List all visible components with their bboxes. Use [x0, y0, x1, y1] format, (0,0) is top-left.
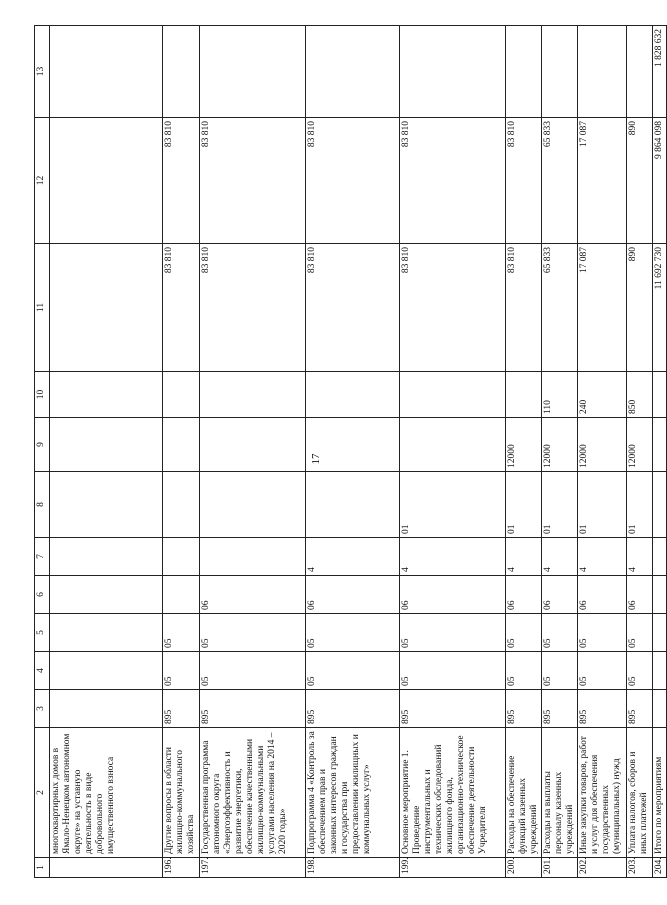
cell-col3: 895 — [627, 690, 653, 728]
cell-col12: 83 810 — [200, 118, 306, 244]
cell-col10: 850 — [627, 372, 653, 418]
cell-col12: 9 864 098 — [653, 118, 667, 244]
cell-col12: 83 810 — [506, 118, 542, 244]
header-cell-6: 6 — [35, 576, 50, 614]
cell-col5: 05 — [627, 614, 653, 652]
cell-col12: 890 — [627, 118, 653, 244]
cell-col4 — [50, 652, 163, 690]
header-cell-5: 5 — [35, 614, 50, 652]
cell-col6 — [653, 576, 667, 614]
cell-col5 — [50, 614, 163, 652]
table-row — [627, 26, 653, 878]
cell-col4: 05 — [306, 652, 400, 690]
row-number: 197. — [200, 858, 306, 878]
cell-col8: 01 — [400, 472, 506, 538]
header-cell-8: 8 — [35, 472, 50, 538]
cell-col10 — [653, 372, 667, 418]
cell-col3: 895 — [200, 690, 306, 728]
cell-col4: 05 — [578, 652, 627, 690]
cell-col7 — [200, 538, 306, 576]
cell-col11: 17 087 — [578, 244, 627, 372]
cell-col6: 06 — [306, 576, 400, 614]
cell-col13 — [627, 26, 653, 118]
cell-col8 — [163, 472, 200, 538]
cell-col3 — [50, 690, 163, 728]
row-name: Иные закупки товаров, работ и услуг для обеспечения государственных (муниципальных) нужд — [578, 728, 627, 858]
cell-col3: 895 — [163, 690, 200, 728]
cell-col6 — [163, 576, 200, 614]
row-name: Государственная программа автономного округа «Энергоэффективность и развитие энергетики, обеспечение качественными жилищно-коммунальными услугами населения на 2014 – 2020 годы» — [200, 728, 306, 858]
header-cell-2: 2 — [35, 728, 50, 858]
cell-col10 — [50, 372, 163, 418]
cell-col9 — [50, 418, 163, 472]
cell-col7: 4 — [306, 538, 400, 576]
header-cell-9: 9 — [35, 418, 50, 472]
cell-col9 — [653, 418, 667, 472]
cell-col11: 65 833 — [542, 244, 578, 372]
row-name: Расходы на обеспечение функций казенных учреждений — [506, 728, 542, 858]
cell-col11: 83 810 — [506, 244, 542, 372]
cell-col4: 05 — [506, 652, 542, 690]
cell-col4: 05 — [400, 652, 506, 690]
cell-col9 — [200, 418, 306, 472]
cell-col10 — [400, 372, 506, 418]
row-name: Основное мероприятие 1. Проведение инструментальных и технических обследований жилищного фонда, организационно-техническое обеспечение деятельности Учредителя — [400, 728, 506, 858]
cell-col5: 05 — [542, 614, 578, 652]
cell-col13 — [542, 26, 578, 118]
cell-col3 — [653, 690, 667, 728]
cell-col12: 83 810 — [400, 118, 506, 244]
cell-col6: 06 — [200, 576, 306, 614]
cell-col12: 17 087 — [578, 118, 627, 244]
cell-col10 — [200, 372, 306, 418]
cell-col6: 06 — [578, 576, 627, 614]
cell-col7 — [50, 538, 163, 576]
cell-col11: 11 692 730 — [653, 244, 667, 372]
cell-col3: 895 — [506, 690, 542, 728]
cell-col7: 4 — [400, 538, 506, 576]
cell-col5: 05 — [306, 614, 400, 652]
row-name: Уплата налогов, сборов и иных платежей — [627, 728, 653, 858]
cell-col5: 05 — [200, 614, 306, 652]
cell-col11: 83 810 — [400, 244, 506, 372]
cell-col8: 01 — [506, 472, 542, 538]
cell-col12 — [50, 118, 163, 244]
row-number: 196. — [163, 858, 200, 878]
header-cell-4: 4 — [35, 652, 50, 690]
cell-col3: 895 — [578, 690, 627, 728]
header-cell-11: 11 — [35, 244, 50, 372]
row-number: 202. — [578, 858, 627, 878]
cell-col13 — [578, 26, 627, 118]
cell-col7: 4 — [627, 538, 653, 576]
cell-col9 — [400, 418, 506, 472]
cell-col12: 83 810 — [306, 118, 400, 244]
cell-col8: 01 — [578, 472, 627, 538]
table-row — [50, 26, 163, 878]
cell-col5: 05 — [400, 614, 506, 652]
cell-col10 — [163, 372, 200, 418]
cell-col4: 05 — [627, 652, 653, 690]
document-sheet — [34, 26, 664, 878]
header-cell-12: 12 — [35, 118, 50, 244]
row-name: многоквартирных домов в Ямало-Ненецком автономном округе» на уставную деятельность в виде добровольного имущественного взноса — [50, 728, 163, 858]
row-number: 203. — [627, 858, 653, 878]
page-number: 17 — [310, 453, 322, 465]
cell-col5: 05 — [578, 614, 627, 652]
row-name: Расходы на выплаты персоналу казенных учреждений — [542, 728, 578, 858]
header-cell-13: 13 — [35, 26, 50, 118]
table-row-total — [653, 26, 667, 878]
cell-col4: 05 — [200, 652, 306, 690]
cell-col12: 83 810 — [163, 118, 200, 244]
cell-col4: 05 — [542, 652, 578, 690]
cell-col9 — [163, 418, 200, 472]
table-header — [35, 26, 50, 878]
cell-col11: 890 — [627, 244, 653, 372]
cell-col12: 65 833 — [542, 118, 578, 244]
row-number: 198. — [306, 858, 400, 878]
cell-col3: 895 — [542, 690, 578, 728]
table-row — [506, 26, 542, 878]
cell-col11: 83 810 — [163, 244, 200, 372]
cell-col13 — [400, 26, 506, 118]
cell-col8: 01 — [542, 472, 578, 538]
cell-col11: 83 810 — [306, 244, 400, 372]
cell-col9: 12000 — [506, 418, 542, 472]
cell-col13 — [50, 26, 163, 118]
cell-col7: 4 — [578, 538, 627, 576]
table-row — [163, 26, 200, 878]
cell-col11: 83 810 — [200, 244, 306, 372]
row-number — [50, 858, 163, 878]
row-name: Подпрограмма 4 «Контроль за обеспечением прав и законных интересов граждан и государства при предоставлении жилищных и коммунальных услуг» — [306, 728, 400, 858]
table-row — [578, 26, 627, 878]
cell-col6: 06 — [627, 576, 653, 614]
cell-col10: 240 — [578, 372, 627, 418]
cell-col5: 05 — [506, 614, 542, 652]
cell-col8 — [653, 472, 667, 538]
table-row — [200, 26, 306, 878]
cell-col13 — [200, 26, 306, 118]
cell-col7: 4 — [506, 538, 542, 576]
cell-col9 — [306, 418, 400, 472]
cell-col13 — [163, 26, 200, 118]
row-number: 199. — [400, 858, 506, 878]
row-number: 200. — [506, 858, 542, 878]
header-cell-7: 7 — [35, 538, 50, 576]
cell-col11 — [50, 244, 163, 372]
cell-col6 — [50, 576, 163, 614]
cell-col7: 4 — [542, 538, 578, 576]
cell-col9: 12000 — [627, 418, 653, 472]
cell-col10 — [306, 372, 400, 418]
cell-col13 — [306, 26, 400, 118]
cell-col9: 12000 — [578, 418, 627, 472]
row-name: Итого по мероприятиям — [653, 728, 667, 858]
cell-col7 — [653, 538, 667, 576]
cell-col10: 110 — [542, 372, 578, 418]
cell-col9: 12000 — [542, 418, 578, 472]
row-number: 204. — [653, 858, 667, 878]
cell-col6: 06 — [506, 576, 542, 614]
cell-col8 — [200, 472, 306, 538]
cell-col3: 895 — [306, 690, 400, 728]
cell-col5 — [653, 614, 667, 652]
cell-col3: 895 — [400, 690, 506, 728]
cell-col10 — [506, 372, 542, 418]
header-cell-1: 1 — [35, 858, 50, 878]
budget-table — [34, 25, 667, 878]
cell-col13: 1 828 632 — [653, 26, 667, 118]
cell-col4: 05 — [163, 652, 200, 690]
header-cell-10: 10 — [35, 372, 50, 418]
cell-col13 — [506, 26, 542, 118]
cell-col8 — [50, 472, 163, 538]
cell-col8 — [306, 472, 400, 538]
cell-col6: 06 — [542, 576, 578, 614]
row-number: 201. — [542, 858, 578, 878]
header-cell-3: 3 — [35, 690, 50, 728]
cell-col5: 05 — [163, 614, 200, 652]
table-row — [400, 26, 506, 878]
cell-col7 — [163, 538, 200, 576]
table-row — [306, 26, 400, 878]
cell-col4 — [653, 652, 667, 690]
cell-col6: 06 — [400, 576, 506, 614]
cell-col8: 01 — [627, 472, 653, 538]
table-row — [542, 26, 578, 878]
row-name: Другие вопросы в области жилищно-коммунального хозяйства — [163, 728, 200, 858]
